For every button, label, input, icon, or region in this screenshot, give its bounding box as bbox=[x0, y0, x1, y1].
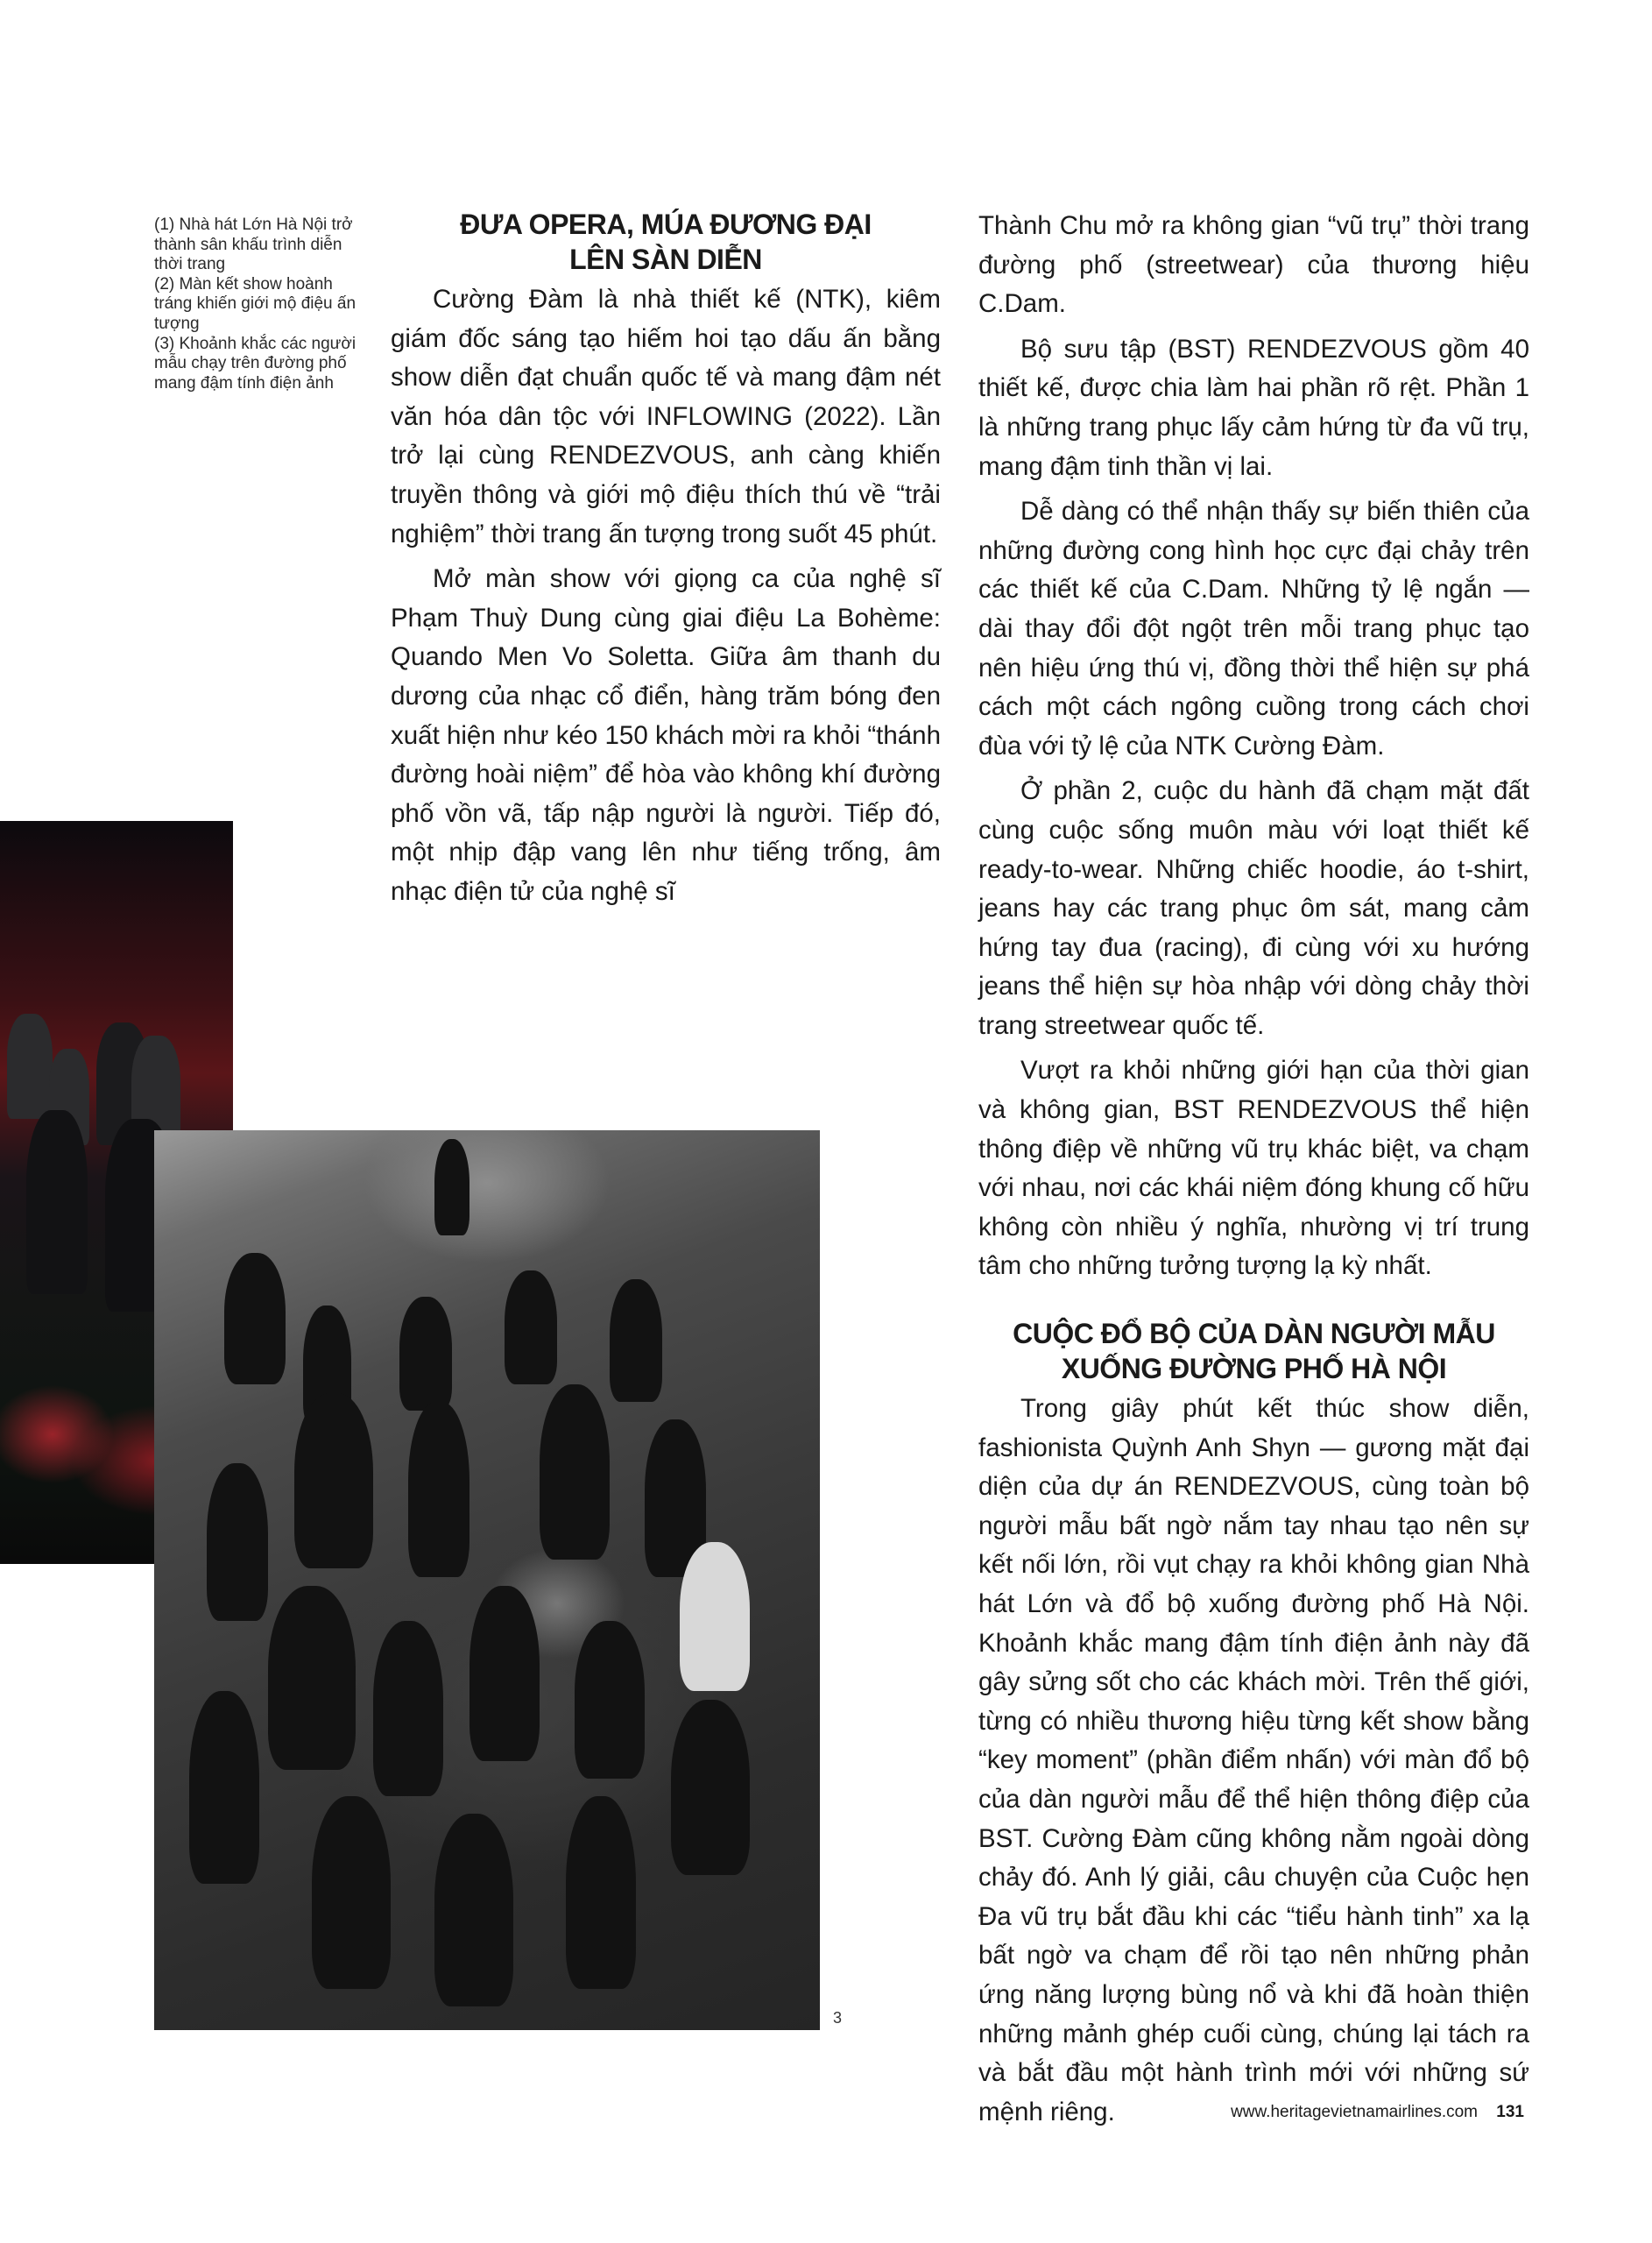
paragraph: Thành Chu mở ra không gian “vũ trụ” thời trang đường phố (streetwear) của thương hiệu C.Dam. bbox=[978, 211, 1529, 319]
photo-number: 3 bbox=[833, 2009, 843, 2027]
paragraph: Cường Đàm là nhà thiết kế (NTK), kiêm giám đốc sáng tạo hiếm hoi tạo dấu ấn bằng show diễn đạt chuẩn quốc tế và mang đậm nét văn hóa dân tộc với INFLOWING (2022). Lần trở lại cùng RENDEZVOUS, anh càng khiến truyền thông và giới mộ điệu thích thú về “trải nghiệm” thời trang ấn tượng trong suốt 45 phút. bbox=[391, 285, 941, 548]
paragraph: Trong giây phút kết thúc show diễn, fashionista Quỳnh Anh Shyn — gương mặt đại diện của dự án RENDEZVOUS, cùng toàn bộ người mẫu bất ngờ nắm tay nhau tạo nên sự kết nối lớn, rồi vụt chạy ra khỏi không gian Nhà hát Lớn và đổ bộ xuống đường phố Hà Nội. Khoảnh khắc mang đậm tính điện ảnh này đã gây sửng sốt cho các khách mời. Trên thế giới, từng có nhiều thương hiệu từng kết show bằng “key moment” (phần điểm nhấn) với màn đổ bộ của dàn người mẫu để thể hiện thông điệp của BST. Cường Đàm cũng không nằm ngoài dòng chảy đó. Anh lý giải, câu chuyện của Cuộc hẹn Đa vũ trụ bắt đầu khi các “tiểu hành tinh” xa lạ bất ngờ va chạm để rồi tạo nên những phản ứng năng lượng bùng nổ và khi đã hoàn thiện những mảnh ghép cuối cùng, chúng lại tách ra và bắt đầu một hành trình mới với những sứ mệnh riêng. bbox=[978, 1394, 1529, 2126]
section-heading-2-line2: XUỐNG ĐƯỜNG PHỐ HÀ NỘI bbox=[1061, 1353, 1447, 1385]
caption-1: (1) Nhà hát Lớn Hà Nội trở thành sân khấu trình diễn thời trang bbox=[154, 216, 353, 274]
section-heading-1-line2: LÊN SÀN DIỄN bbox=[569, 244, 762, 275]
section-heading-2-line1: CUỘC ĐỔ BỘ CỦA DÀN NGƯỜI MẪU bbox=[1013, 1318, 1495, 1350]
paragraph: Vượt ra khỏi những giới hạn của thời gian và không gian, BST RENDEZVOUS thể hiện thông điệp về những vũ trụ khác biệt, va chạm với nhau, nơi các khái niệm đóng khung cố hữu không còn nhiều ý nghĩa, nhường vị trí trung tâm cho những tưởng tượng lạ kỳ nhất. bbox=[978, 1056, 1529, 1281]
article-column-1 bbox=[391, 207, 941, 912]
runway-street-photo-bw bbox=[154, 1130, 820, 2030]
paragraph: Dễ dàng có thể nhận thấy sự biến thiên của những đường cong hình học cực đại chảy trên các thiết kế của C.Dam. Những tỷ lệ ngắn — dài thay đổi đột ngột trên mỗi trang phục tạo nên hiệu ứng thú vị, đồng thời thể hiện sự phá cách một cách ngông cuồng trong cách chơi đùa với tỷ lệ của NTK Cường Đàm. bbox=[978, 497, 1529, 761]
paragraph: Mở màn show với giọng ca của nghệ sĩ Phạm Thuỳ Dung cùng giai điệu La Bohème: Quando Men Vo Soletta. Giữa âm thanh du dương của nhạc cổ điển, hàng trăm bóng đen xuất hiện như kéo 150 khách mời ra khỏi “thánh đường hoài niệm” để hòa vào không khí đường phố vồn vã, tấp nập người là người. Tiếp đó, một nhịp đập vang lên như tiếng trống, âm nhạc điện tử của nghệ sĩ bbox=[391, 564, 941, 906]
paragraph: Bộ sưu tập (BST) RENDEZVOUS gồm 40 thiết kế, được chia làm hai phần rõ rệt. Phần 1 là những trang phục lấy cảm hứng từ đa vũ trụ, mang đậm tinh thần vị lai. bbox=[978, 334, 1529, 481]
section-heading-2 bbox=[978, 1316, 1529, 1386]
caption-3: (3) Khoảnh khắc các người mẫu chạy trên đường phố mang đậm tính điện ảnh bbox=[154, 334, 357, 393]
section-heading-1 bbox=[391, 207, 941, 277]
page-footer bbox=[1231, 2103, 1524, 2122]
footer-url[interactable]: www.heritagevietnamairlines.com bbox=[1231, 2103, 1479, 2121]
caption-2: (2) Màn kết show hoành tráng khiến giới mộ điệu ấn tượng bbox=[154, 274, 357, 333]
page-number: 131 bbox=[1496, 2103, 1524, 2121]
photo-captions bbox=[154, 216, 360, 393]
article-column-2 bbox=[978, 207, 1529, 2132]
section-heading-1-line1: ĐƯA OPERA, MÚA ĐƯƠNG ĐẠI bbox=[460, 209, 872, 240]
paragraph: Ở phần 2, cuộc du hành đã chạm mặt đất cùng cuộc sống muôn màu với loạt thiết kế ready-to-wear. Những chiếc hoodie, áo t-shirt, jeans hay các trang phục ôm sát, mang cảm hứng tay đua (racing), đi cùng với xu hướng jeans thể hiện sự hòa nhập với dòng chảy thời trang streetwear quốc tế. bbox=[978, 776, 1529, 1040]
